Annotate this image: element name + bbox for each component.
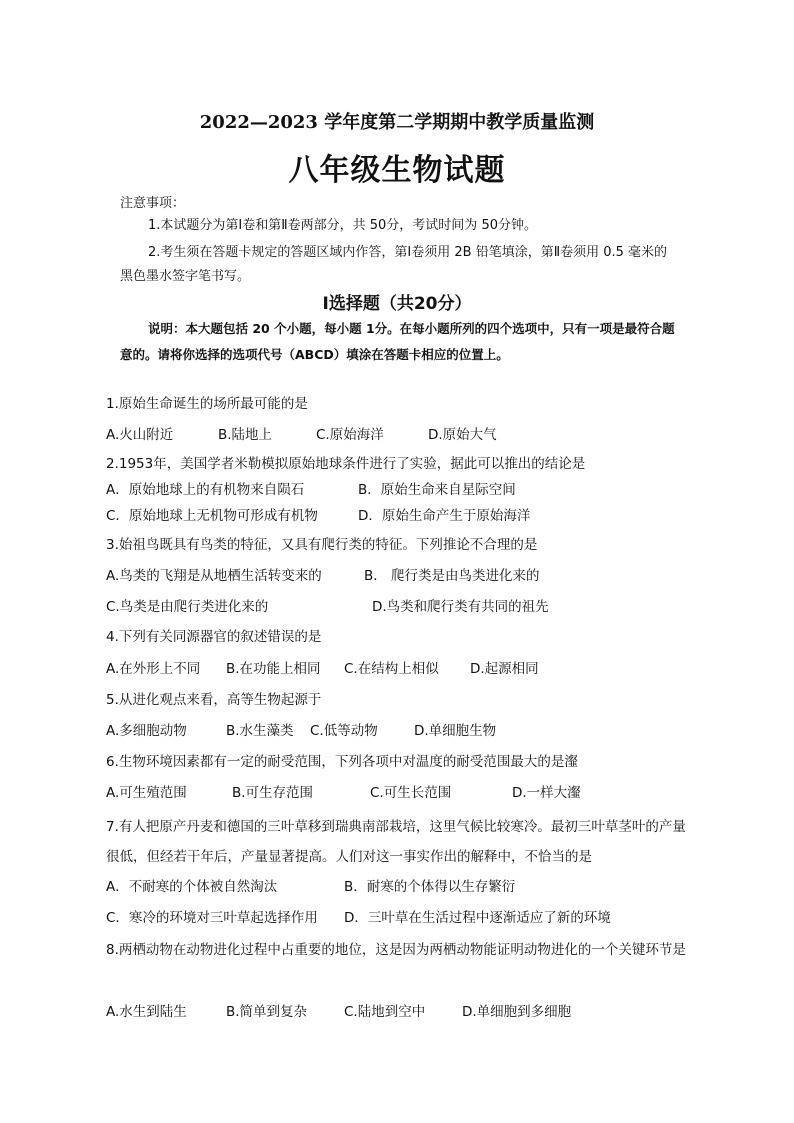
q5-option-d: D.单细胞生物 (414, 723, 497, 739)
q1-option-b: B.陆地上 (218, 427, 273, 443)
q2-option-b: B．原始生命来自星际空间 (358, 482, 516, 498)
exam-header: 2022—2023 学年度第二学期期中教学质量监测 (199, 112, 595, 133)
question-7-stem: 7.有人把原产丹麦和德国的三叶草移到瑞典南部栽培，这里气候比较寒冷。最初三叶草茎叶的产量很低，但经若干年后，产量显著提高。人们对这一事实作出的解释中，不恰当的是 (106, 819, 686, 865)
q5-option-b: B.水生藻类 (226, 723, 294, 739)
q5-option-a: A.多细胞动物 (106, 723, 187, 739)
q8-option-a: A.水生到陆生 (106, 1004, 187, 1020)
q6-option-d: D.一样大瀣 (512, 785, 581, 801)
q1-option-c: C.原始海洋 (316, 427, 384, 443)
q7-option-d: D．三叶草在生活过程中逐渐适应了新的环境 (344, 910, 611, 926)
notes-title: 注意事项： (120, 196, 186, 211)
q7-option-b: B．耐寒的个体得以生存繁衍 (344, 879, 516, 895)
q2-option-d: D．原始生命产生于原始海洋 (358, 508, 531, 524)
q3-option-c: C.鸟类是由爬行类进化来的 (106, 599, 269, 615)
question-1-stem: 1.原始生命诞生的场所最可能的是 (106, 396, 308, 412)
question-3-stem: 3.始祖鸟既具有鸟类的特征，又具有爬行类的特征。下列推论不合理的是 (106, 537, 538, 553)
q6-option-a: A.可生殖范围 (106, 785, 187, 801)
q3-option-d: D.鸟类和爬行类有共同的祖先 (372, 599, 549, 615)
q2-option-c: C．原始地球上无机物可形成有机物 (106, 508, 318, 524)
question-6-stem: 6.生物环境因素都有一定的耐受范围，下列各项中对温度的耐受范围最大的是瀣 (106, 754, 578, 770)
q7-option-a: A．不耐寒的个体被自然淘汰 (106, 879, 278, 895)
question-2-stem: 2.1953年，美国学者米勒模拟原始地球条件进行了实验，据此可以推出的结论是 (106, 456, 586, 472)
q5-option-c: C.低等动物 (310, 723, 378, 739)
q3-option-a: A.鸟类的飞翔是从地栖生活转变来的 (106, 568, 322, 584)
q4-option-c: C.在结构上相似 (344, 661, 439, 677)
q6-option-c: C.可生长范围 (370, 785, 452, 801)
q6-option-b: B.可生存范围 (232, 785, 314, 801)
q1-option-d: D.原始大气 (428, 427, 497, 443)
q4-option-a: A.在外形上不同 (106, 661, 201, 677)
question-4-stem: 4.下列有关同源器官的叙述错误的是 (106, 629, 322, 645)
q3-option-b: B． 爬行类是由鸟类进化来的 (364, 568, 540, 584)
q2-option-a: A．原始地球上的有机物来自陨石 (106, 482, 305, 498)
note-2: 2.考生须在答题卡规定的答题区域内作答，第Ⅰ卷须用 2B 铅笔填涂，第Ⅱ卷须用 0.5 毫米的黑色墨水签字笔书写。 (120, 245, 668, 284)
q8-option-b: B.简单到复杂 (226, 1004, 308, 1020)
question-5-stem: 5.从进化观点来看，高等生物起源于 (106, 692, 322, 708)
q8-option-c: C.陆地到空中 (344, 1004, 426, 1020)
q4-option-b: B.在功能上相同 (226, 661, 321, 677)
q4-option-d: D.起源相同 (470, 661, 539, 677)
q1-option-a: A.火山附近 (106, 427, 174, 443)
section-title: Ⅰ选择题（共20分） (322, 294, 472, 314)
note-1: 1.本试题分为第Ⅰ卷和第Ⅱ卷两部分，共 50分，考试时间为 50分钟。 (148, 218, 537, 233)
question-8-stem: 8.两栖动物在动物进化过程中占重要的地位，这是因为两栖动物能证明动物进化的一个关键环节是 (106, 942, 686, 958)
exam-title: 八年级生物试题 (288, 153, 506, 188)
q7-option-c: C．寒冷的环境对三叶草起选择作用 (106, 910, 318, 926)
section-instruction: 说明：本大题包括 20 个小题，每小题 1分。在每小题所列的四个选项中，只有一项是最符合题意的。请将你选择的选项代号（ABCD）填涂在答题卡相应的位置上。 (120, 321, 675, 362)
q8-option-d: D.单细胞到多细胞 (462, 1004, 572, 1020)
